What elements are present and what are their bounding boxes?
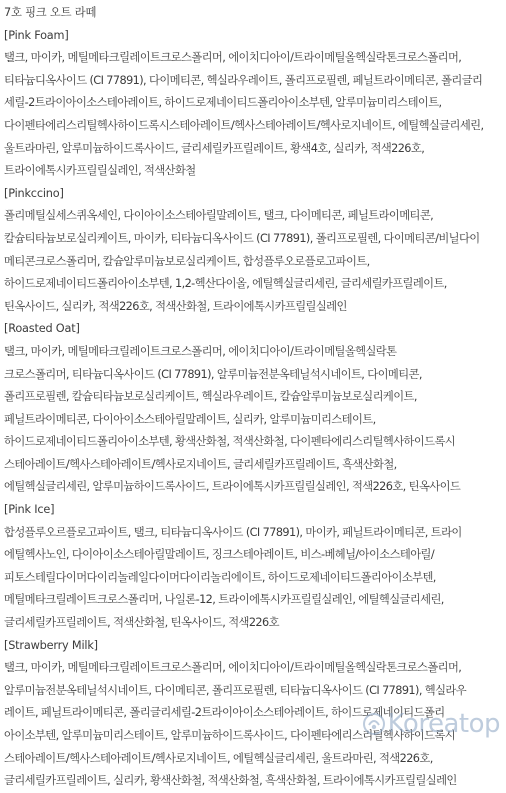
section-pink-ice (4, 499, 504, 635)
ingredient-line: 다이펜타에리스리틸헥사하이드록시스테아레이트/헥사스테아레이트/헥사로지네이트, 에틸헥실글리세린, (4, 118, 484, 132)
ingredient-line: 피토스테릴다이머다이리놀레일다이머다이리놀리에이트, 하이드로제네이티드폴리아이소부텐, (4, 570, 436, 584)
ingredient-line: 하이드로제네이티드폴리아이소부텐, 황색산화철, 적색산화철, 다이펜타에리스리틸헥사하이드록시 (4, 435, 456, 449)
ingredient-line: 스테아레이트/헥사스테아레이트/헥사로지네이트, 글리세릴카프릴레이트, 흑색산화철, (4, 457, 397, 471)
section-pinkccino (4, 183, 504, 319)
ingredient-line: 에틸헥사노인, 다이아이소스테아릴말레이트, 징크스테아레이트, 비스-베헤닐/아이소스테아릴/ (4, 548, 435, 562)
ingredient-line: 글리세릴카프릴레이트, 실리카, 황색산화철, 적색산화철, 흑색산화철, 트라이에톡시카프릴릴실레인 (4, 774, 457, 788)
ingredient-line: 페닐트라이메티콘, 다이아이소스테아릴말레이트, 실리카, 알루미늄미리스테이트, (4, 412, 376, 426)
ingredient-line: 칼슘티타늄보로실리케이트, 마이카, 티타늄디옥사이드 (CI 77891), 폴리프로필렌, 다이메티콘/비닐다이 (4, 231, 480, 245)
ingredient-line: 스테아레이트/헥사스테아레이트/헥사로지네이트, 에틸헥실글리세린, 울트라마린, 적색226호, (4, 751, 433, 765)
ingredient-line: 에틸헥실글리세린, 알루미늄하이드록사이드, 트라이에톡시카프릴릴실레인, 적색226호, 틴옥사이드 (4, 480, 461, 494)
ingredient-line: 레이트, 페닐트라이메티콘, 폴리글리세릴-2트라이아이소스테아레이트, 하이드로제네이티드폴리 (4, 706, 445, 720)
ingredient-line: 울트라마린, 알루미늄하이드록사이드, 글리세릴카프릴레이트, 황색4호, 실리카, 적색226호, (4, 141, 425, 155)
ingredient-line: 메틸메타크릴레이트크로스폴리머, 나일론-12, 트라이에톡시카프릴릴실레인, 에틸헥실글리세린, (4, 593, 444, 607)
ingredient-line: 폴리메틸실세스퀴옥세인, 다이아이소스테아릴말레이트, 탤크, 다이메티콘, 페닐트라이메티콘, (4, 209, 434, 223)
ingredient-line: 메티콘크로스폴리머, 칼슘알루미늄보로실리케이트, 합성플루오로플로고파이트, (4, 254, 370, 268)
watermark-text: Koreatop (387, 709, 500, 739)
ingredient-line: 세릴-2트라이아이소스테아레이트, 하이드로제네이티드폴리아이소부텐, 알루미늄미리스테이트, (4, 96, 442, 110)
section-heading: [Pinkccino] (4, 186, 64, 200)
ingredient-line: 탤크, 마이카, 메틸메타크릴레이트크로스폴리머, 에이치디아이/트라이메틸올헥실락톤크로스폴리머, (4, 51, 462, 65)
ingredient-line: 탤크, 마이카, 메틸메타크릴레이트크로스폴리머, 에이치디아이/트라이메틸올헥실락톤 (4, 344, 397, 358)
koreatop-logo-icon (362, 712, 386, 736)
ingredient-line: 알루미늄전분옥테닐석시네이트, 다이메티콘, 폴리프로필렌, 티타늄디옥사이드 (CI 77891), 헥실라우 (4, 683, 467, 697)
section-heading: [Roasted Oat] (4, 322, 80, 336)
section-heading: [Pink Foam] (4, 28, 69, 42)
ingredient-line: 하이드로제네이티드폴리아이소부텐, 1,2-헥산다이올, 에틸헥실글리세린, 글리세릴카프릴레이트, (4, 277, 447, 291)
ingredient-line: 크로스폴리머, 티타늄디옥사이드 (CI 77891), 알루미늄전분옥테닐석시네이트, 다이메티콘, (4, 367, 422, 381)
ingredient-line: 아이소부텐, 알루미늄미리스테이트, 알루미늄하이드록사이드, 다이펜타에리스리틸헥사하이드록시 (4, 729, 456, 742)
ingredient-line: 폴리프로필렌, 칼슘티타늄보로실리케이트, 헥실라우레이트, 칼슘알루미늄보로실리케이트, (4, 390, 417, 404)
ingredient-line: 글리세릴카프릴레이트, 적색산화철, 틴옥사이드, 적색226호 (4, 616, 279, 630)
section-roasted-oat (4, 318, 504, 499)
ingredient-line: 티타늄디옥사이드 (CI 77891), 다이메티콘, 헥실라우레이트, 폴리프로필렌, 페닐트라이메티콘, 폴리글리 (4, 73, 483, 87)
ingredient-line: 틴옥사이드, 실리카, 적색226호, 적색산화철, 트라이에톡시카프릴릴실레인 (4, 299, 347, 313)
section-heading: [Strawberry Milk] (4, 638, 98, 652)
ingredient-line: 합성플루오르플로고파이트, 탤크, 티타늄디옥사이드 (CI 77891), 마이카, 페닐트라이메티콘, 트라이 (4, 525, 462, 539)
section-pink-foam (4, 25, 504, 183)
document-title: 7호 핑크 오트 라떼 (4, 6, 97, 19)
ingredient-line: 탤크, 마이카, 메틸메타크릴레이트크로스폴리머, 에이치디아이/트라이메틸올헥실락톤크로스폴리머, (4, 661, 462, 675)
section-heading: [Pink Ice] (4, 503, 55, 517)
ingredient-line: 트라이에톡시카프릴릴실레인, 적색산화철 (4, 164, 196, 178)
koreatop-watermark (362, 709, 500, 739)
